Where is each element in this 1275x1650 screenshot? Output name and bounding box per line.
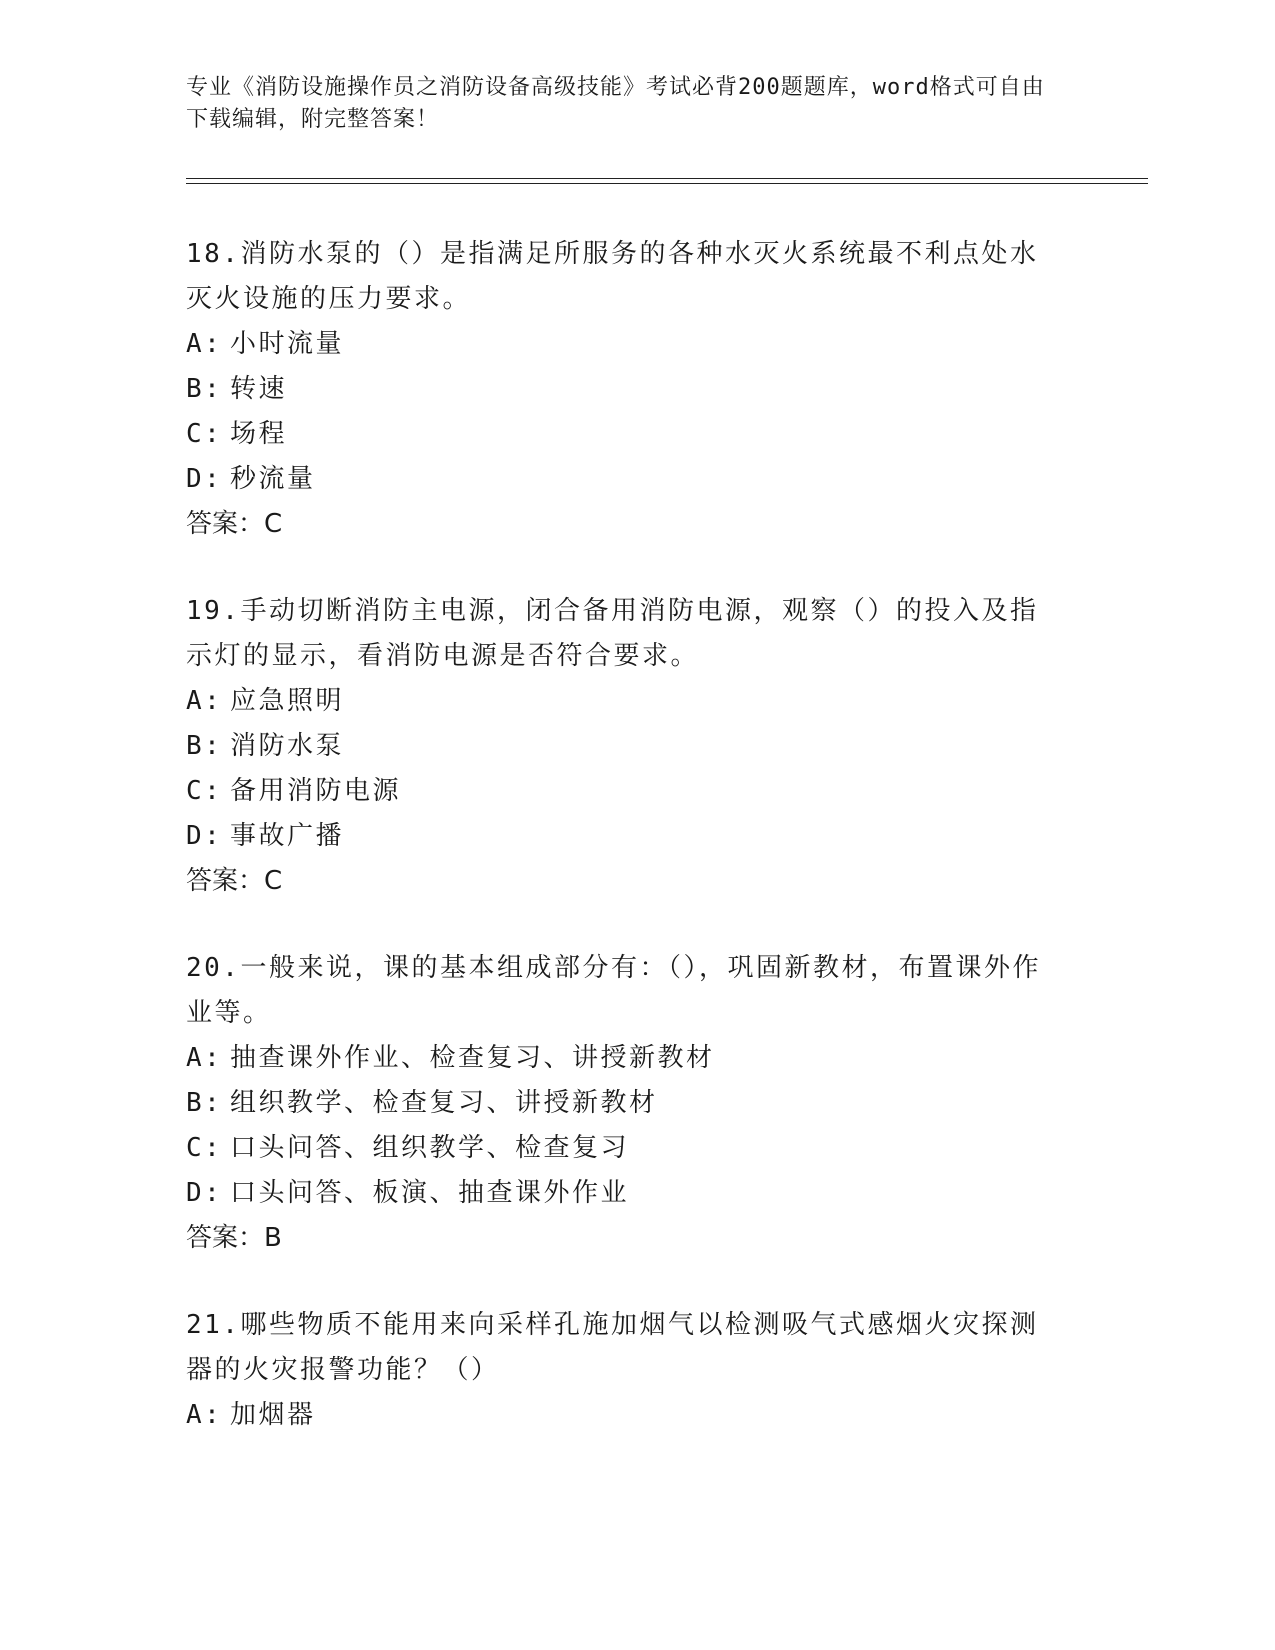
option-c — [186, 769, 1066, 814]
option-text: 小时流量 — [230, 329, 345, 359]
option-d — [186, 457, 1066, 502]
option-text: 加烟器 — [230, 1400, 316, 1430]
option-key: B: — [186, 731, 223, 761]
option-b — [186, 724, 1066, 769]
header-rule-top — [186, 178, 1148, 179]
option-key: D: — [186, 1178, 223, 1208]
question-21 — [186, 1303, 1066, 1438]
question-list — [186, 232, 1066, 1480]
option-d — [186, 1171, 1066, 1216]
option-c — [186, 412, 1066, 457]
option-text: 秒流量 — [230, 464, 316, 494]
question-18 — [186, 232, 1066, 547]
question-stem: 20.一般来说，课的基本组成部分有：（），巩固新教材，布置课外作业等。 — [186, 953, 1041, 1028]
option-a — [186, 322, 1066, 367]
option-key: B: — [186, 374, 223, 404]
option-key: D: — [186, 821, 223, 851]
option-a — [186, 1393, 1066, 1438]
question-stem: 18.消防水泵的（）是指满足所服务的各种水灭火系统最不利点处水灭火设施的压力要求。 — [186, 239, 1039, 314]
question-20 — [186, 946, 1066, 1261]
option-b — [186, 367, 1066, 412]
option-text: 组织教学、检查复习、讲授新教材 — [230, 1088, 658, 1118]
document-header: 专业《消防设施操作员之消防设备高级技能》考试必背200题题库，word格式可自由下载编辑，附完整答案！ — [186, 75, 1045, 132]
option-text: 应急照明 — [230, 686, 345, 716]
option-text: 消防水泵 — [230, 731, 345, 761]
question-19 — [186, 589, 1066, 904]
option-text: 口头问答、板演、抽查课外作业 — [230, 1178, 630, 1208]
option-a — [186, 679, 1066, 724]
answer-line: 答案：C — [186, 866, 283, 896]
question-stem: 19.手动切断消防主电源，闭合备用消防电源，观察（）的投入及指示灯的显示，看消防电源是否符合要求。 — [186, 596, 1039, 671]
option-text: 事故广播 — [230, 821, 345, 851]
option-d — [186, 814, 1066, 859]
option-c — [186, 1126, 1066, 1171]
option-key: A: — [186, 329, 223, 359]
question-stem: 21.哪些物质不能用来向采样孔施加烟气以检测吸气式感烟火灾探测器的火灾报警功能？（） — [186, 1310, 1039, 1385]
header-rule-bottom — [186, 183, 1148, 184]
option-key: C: — [186, 776, 223, 806]
option-a — [186, 1036, 1066, 1081]
answer-line: 答案：B — [186, 1223, 282, 1253]
option-key: C: — [186, 419, 223, 449]
option-text: 转速 — [230, 374, 288, 404]
option-text: 场程 — [230, 419, 288, 449]
option-key: A: — [186, 1043, 223, 1073]
option-key: D: — [186, 464, 223, 494]
option-key: A: — [186, 1400, 223, 1430]
option-b — [186, 1081, 1066, 1126]
option-text: 备用消防电源 — [230, 776, 402, 806]
option-key: C: — [186, 1133, 223, 1163]
option-key: A: — [186, 686, 223, 716]
answer-line: 答案：C — [186, 509, 283, 539]
option-text: 抽查课外作业、检查复习、讲授新教材 — [230, 1043, 715, 1073]
option-text: 口头问答、组织教学、检查复习 — [230, 1133, 630, 1163]
option-key: B: — [186, 1088, 223, 1118]
